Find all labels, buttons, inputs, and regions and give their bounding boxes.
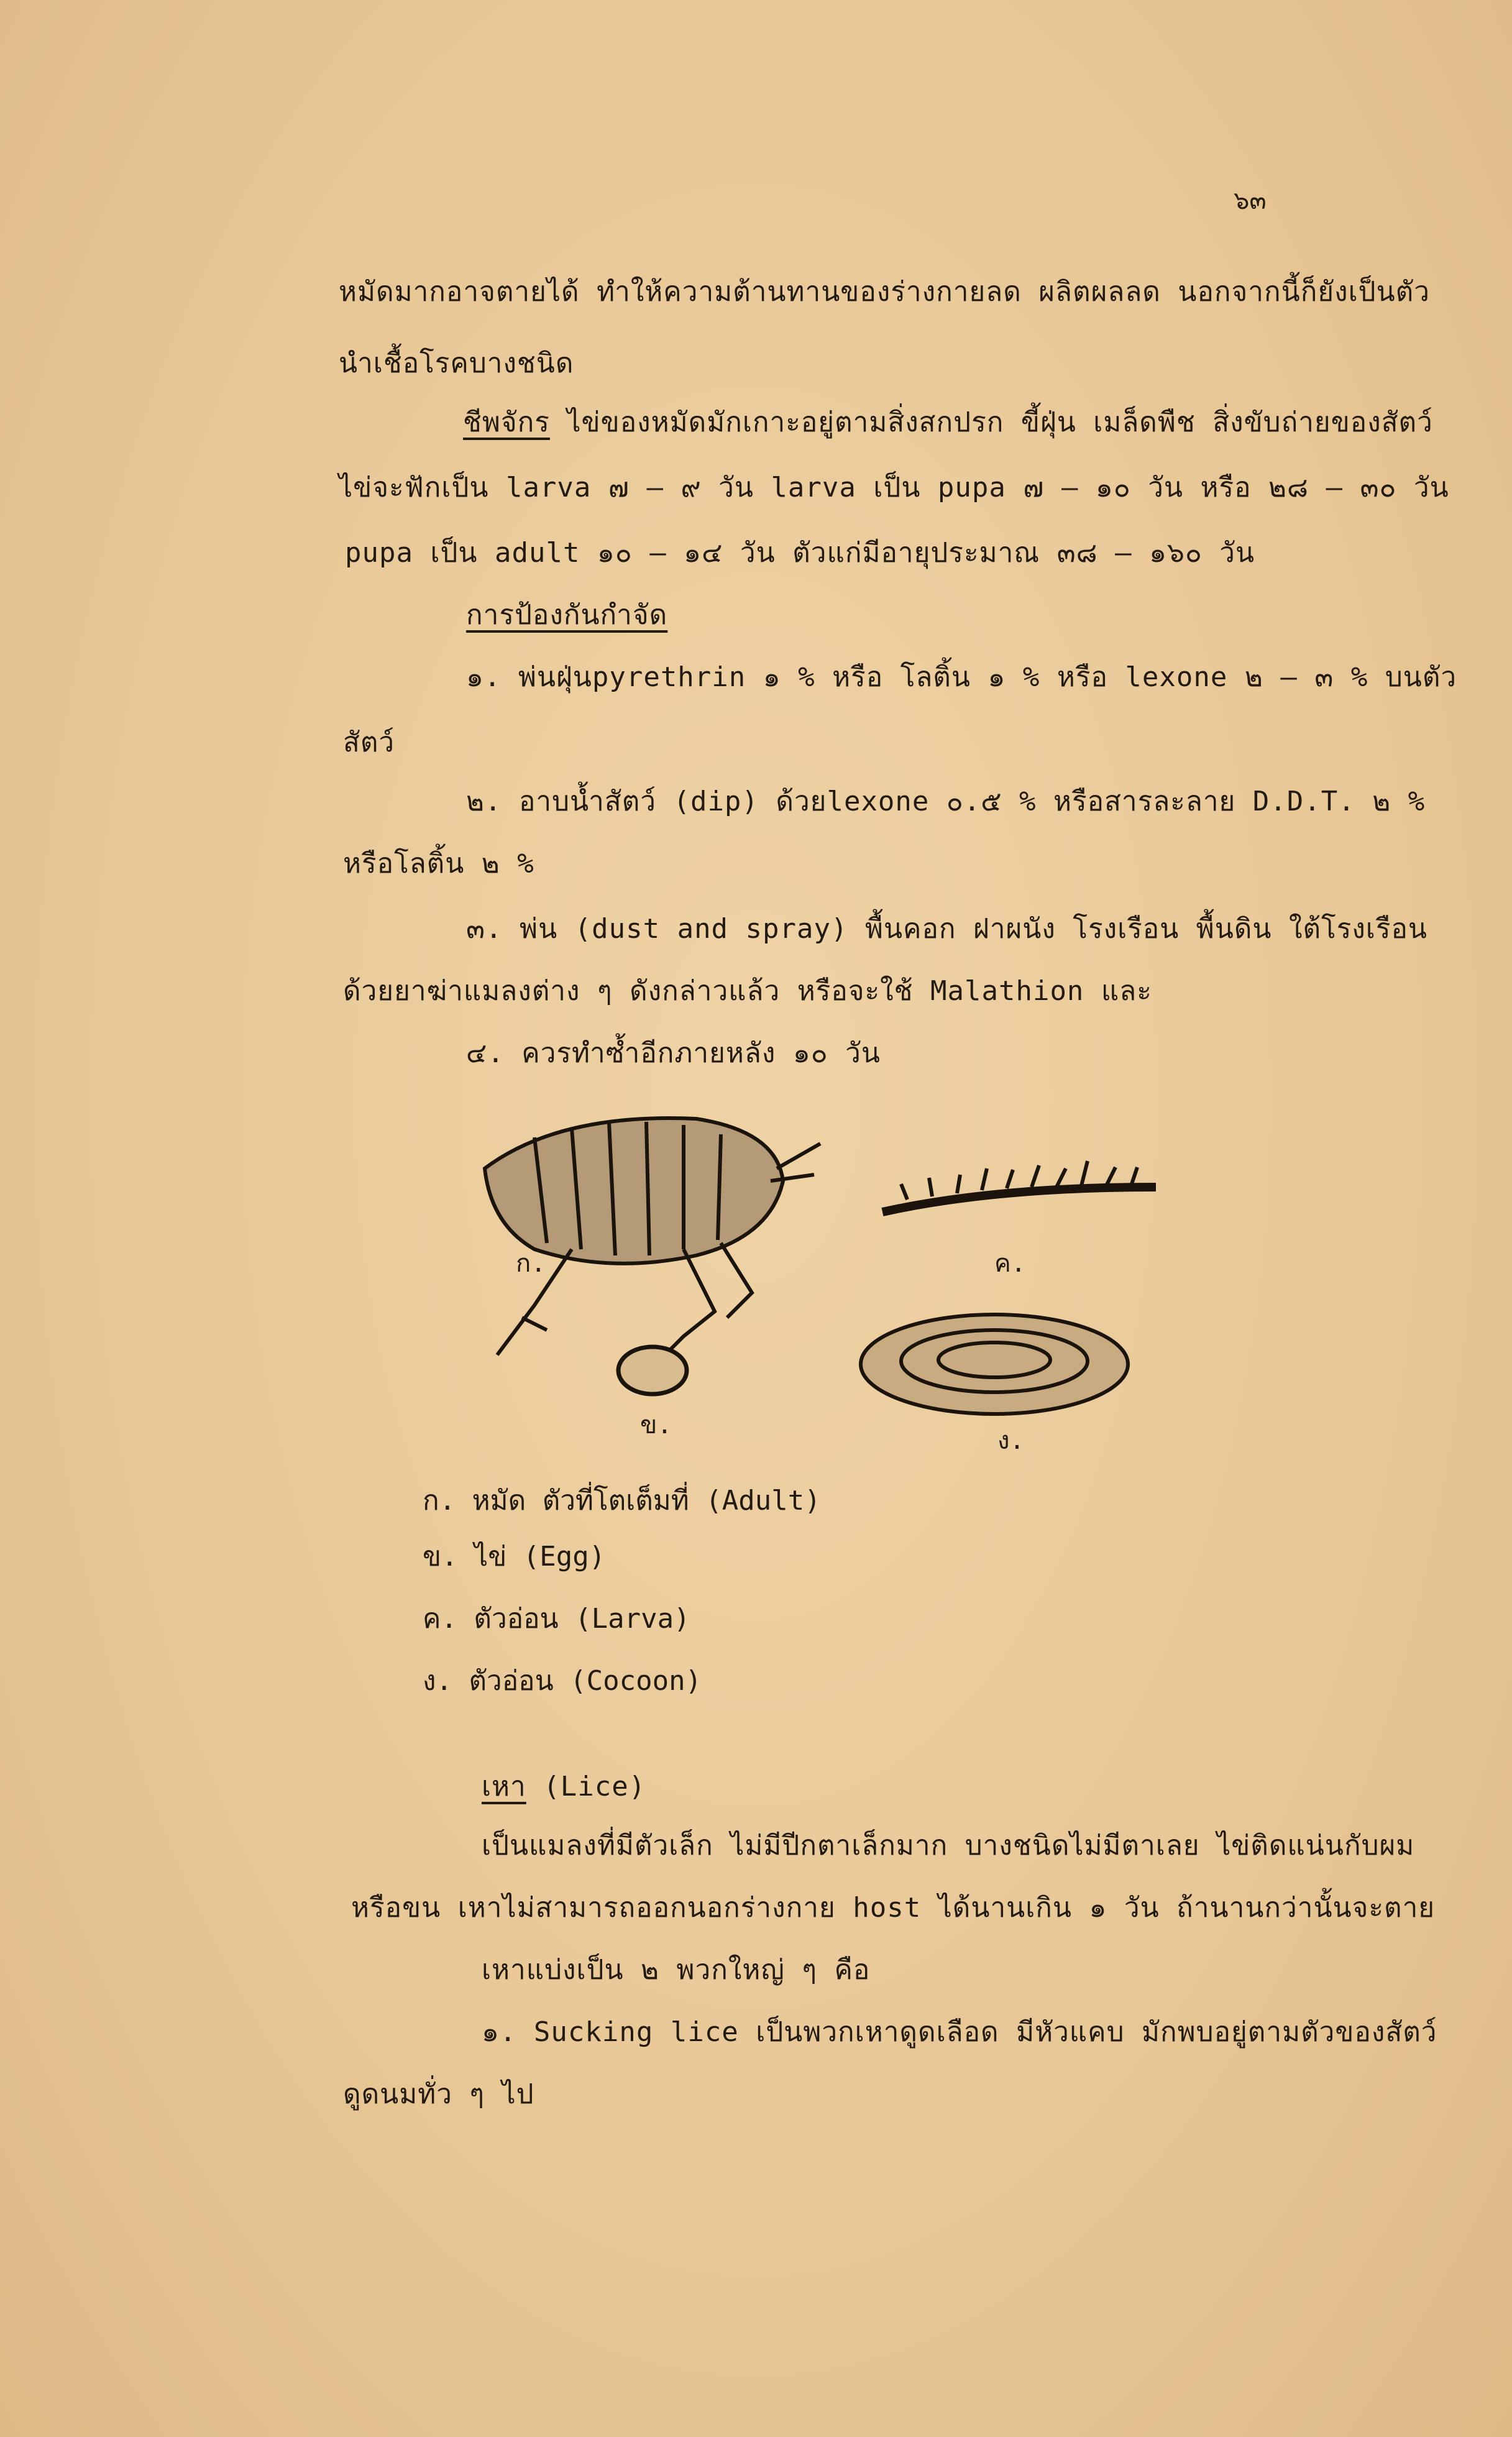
section-heading-prevention: การป้องกันกำจัด [466,599,668,631]
text-line: ๓. พ่น (dust and spray) พื้นคอก ฝาผนัง โรงเรือน พื้นดิน ใต้โรงเรือน [466,913,1427,945]
caption-cocoon: ง. ตัวอ่อน (Cocoon) [423,1665,702,1697]
cocoon-drawing [861,1315,1128,1414]
text-line: สัตว์ [343,727,395,758]
lice-heading-line [482,1768,646,1806]
caption-adult: ก. หมัด ตัวที่โตเต็มที่ (Adult) [423,1485,821,1517]
caption-larva: ค. ตัวอ่อน (Larva) [423,1603,690,1635]
figure-label-b: ข. [640,1411,672,1439]
figure-label-c: ค. [994,1249,1026,1278]
text-line: ๔. ควรทำซ้ำอีกภายหลัง ๑๐ วัน [466,1037,881,1069]
text-line: ไข่จะฟักเป็น larva ๗ – ๙ วัน larva เป็น pupa ๗ – ๑๐ วัน หรือ ๒๘ – ๓๐ วัน [339,472,1449,503]
caption-egg: ข. ไข่ (Egg) [423,1541,606,1572]
text-line: นำเชื้อโรคบางชนิด [339,347,574,379]
text-line: ด้วยยาฆ่าแมลงต่าง ๆ ดังกล่าวแล้ว หรือจะใช้ Malathion และ [343,975,1152,1007]
text-line: หรือขน เหาไม่สามารถออกนอกร่างกาย host ได้นานเกิน ๑ วัน ถ้านานกว่านั้นจะตาย [351,1892,1436,1924]
lice-heading: เหา [482,1771,526,1802]
egg-drawing [618,1347,687,1394]
text-span: ไข่ของหมัดมักเกาะอยู่ตามสิ่งสกปรก ขี้ฝุ่น เมล็ดพืช สิ่งขับถ่ายของสัตว์ [549,406,1433,438]
figure-label-d: ง. [997,1426,1025,1455]
text-line: เป็นแมลงที่มีตัวเล็ก ไม่มีปีกตาเล็กมาก บางชนิดไม่มีตาเลย ไข่ติดแน่นกับผม [482,1830,1415,1861]
text-line: ๑. Sucking lice เป็นพวกเหาดูดเลือด มีหัวแคบ มักพบอยู่ตามตัวของสัตว์ [482,2016,1437,2048]
text-line: ๒. อาบน้ำสัตว์ (dip) ด้วยlexone ๐.๕ % หรือสารละลาย D.D.T. ๒ % [466,786,1426,817]
text-line: pupa เป็น adult ๑๐ – ๑๔ วัน ตัวแก่มีอายุประมาณ ๓๘ – ๑๖๐ วัน [345,537,1255,569]
figure-label-a: ก. [516,1249,546,1278]
text-line: หมัดมากอาจตายได้ ทำให้ความต้านทานของร่างกายลด ผลิตผลลด นอกจากนี้ก็ยังเป็นตัว [339,276,1430,308]
lice-heading-suffix: (Lice) [526,1771,646,1802]
text-line: หรือโลติ้น ๒ % [343,848,534,879]
larva-drawing [882,1161,1156,1212]
text-line: ดูดนมทั่ว ๆ ไป [343,2078,534,2110]
text-line: ๑. พ่นฝุ่นpyrethrin ๑ % หรือ โลติ้น ๑ % หรือ lexone ๒ – ๓ % บนตัว [466,661,1457,693]
section-heading-lifecycle: ชีพจักร [463,406,550,438]
text-line: เหาแบ่งเป็น ๒ พวกใหญ่ ๆ คือ [482,1954,871,1986]
page-number: ๖๓ [1234,186,1267,215]
